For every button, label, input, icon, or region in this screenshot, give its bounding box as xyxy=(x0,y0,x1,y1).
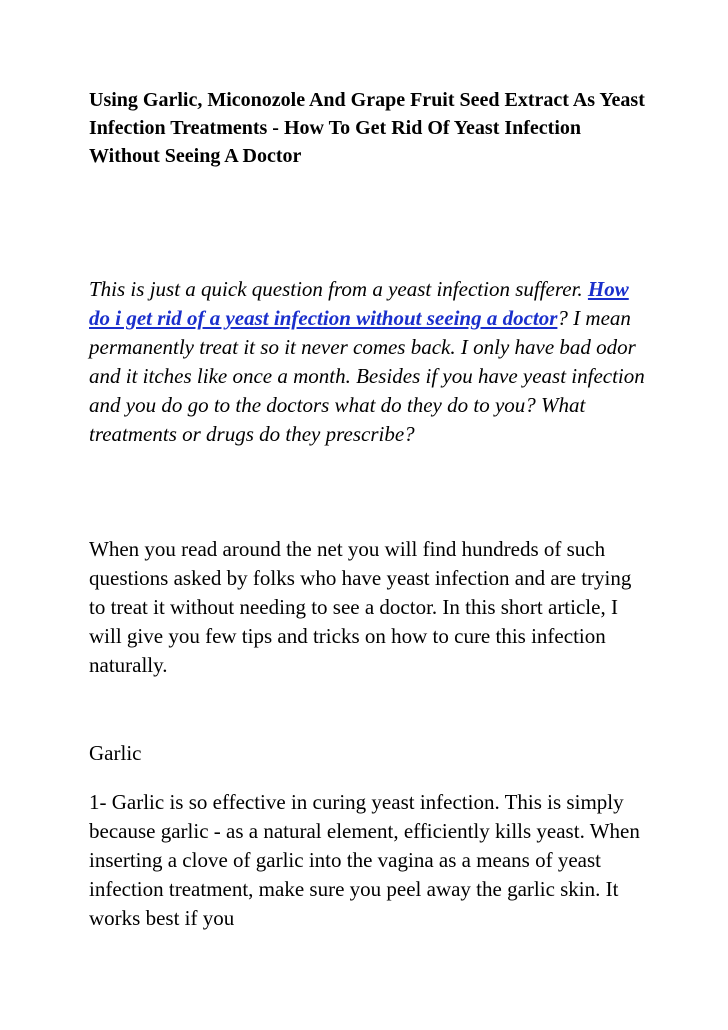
section-heading-garlic: Garlic xyxy=(89,741,142,765)
document-title: Using Garlic, Miconozole And Grape Fruit Seed Extract As Yeast Infection Treatments - How To Get Rid Of Yeast Infection Without Seeing A Doctor xyxy=(89,89,645,167)
body-paragraph-2: 1- Garlic is so effective in curing yeast infection. This is simply because garlic - as a natural element, efficiently kills yeast. When inserting a clove of garlic into the vagina as a means of yeast infection treatment, make sure you peel away the garlic skin. It works best if you xyxy=(89,790,640,930)
intro-text-after-link: ? I mean permanently treat it so it never comes back. I only have bad odor and it itches like once a month. Besides if you have yeast infection and you do go to the doctors what do they do to you? What treatments or drugs do they prescribe? xyxy=(89,306,645,446)
body-paragraph-1: When you read around the net you will find hundreds of such questions asked by folks who have yeast infection and are trying to treat it without needing to see a doctor. In this short article, I will give you few tips and tricks on how to cure this infection naturally. xyxy=(89,537,632,677)
intro-text-before-link: This is just a quick question from a yeast infection sufferer. xyxy=(89,277,588,301)
yeast-infection-question-link[interactable]: How do i get rid of a yeast infection without seeing a doctor xyxy=(89,277,629,330)
intro-paragraph xyxy=(89,275,649,449)
